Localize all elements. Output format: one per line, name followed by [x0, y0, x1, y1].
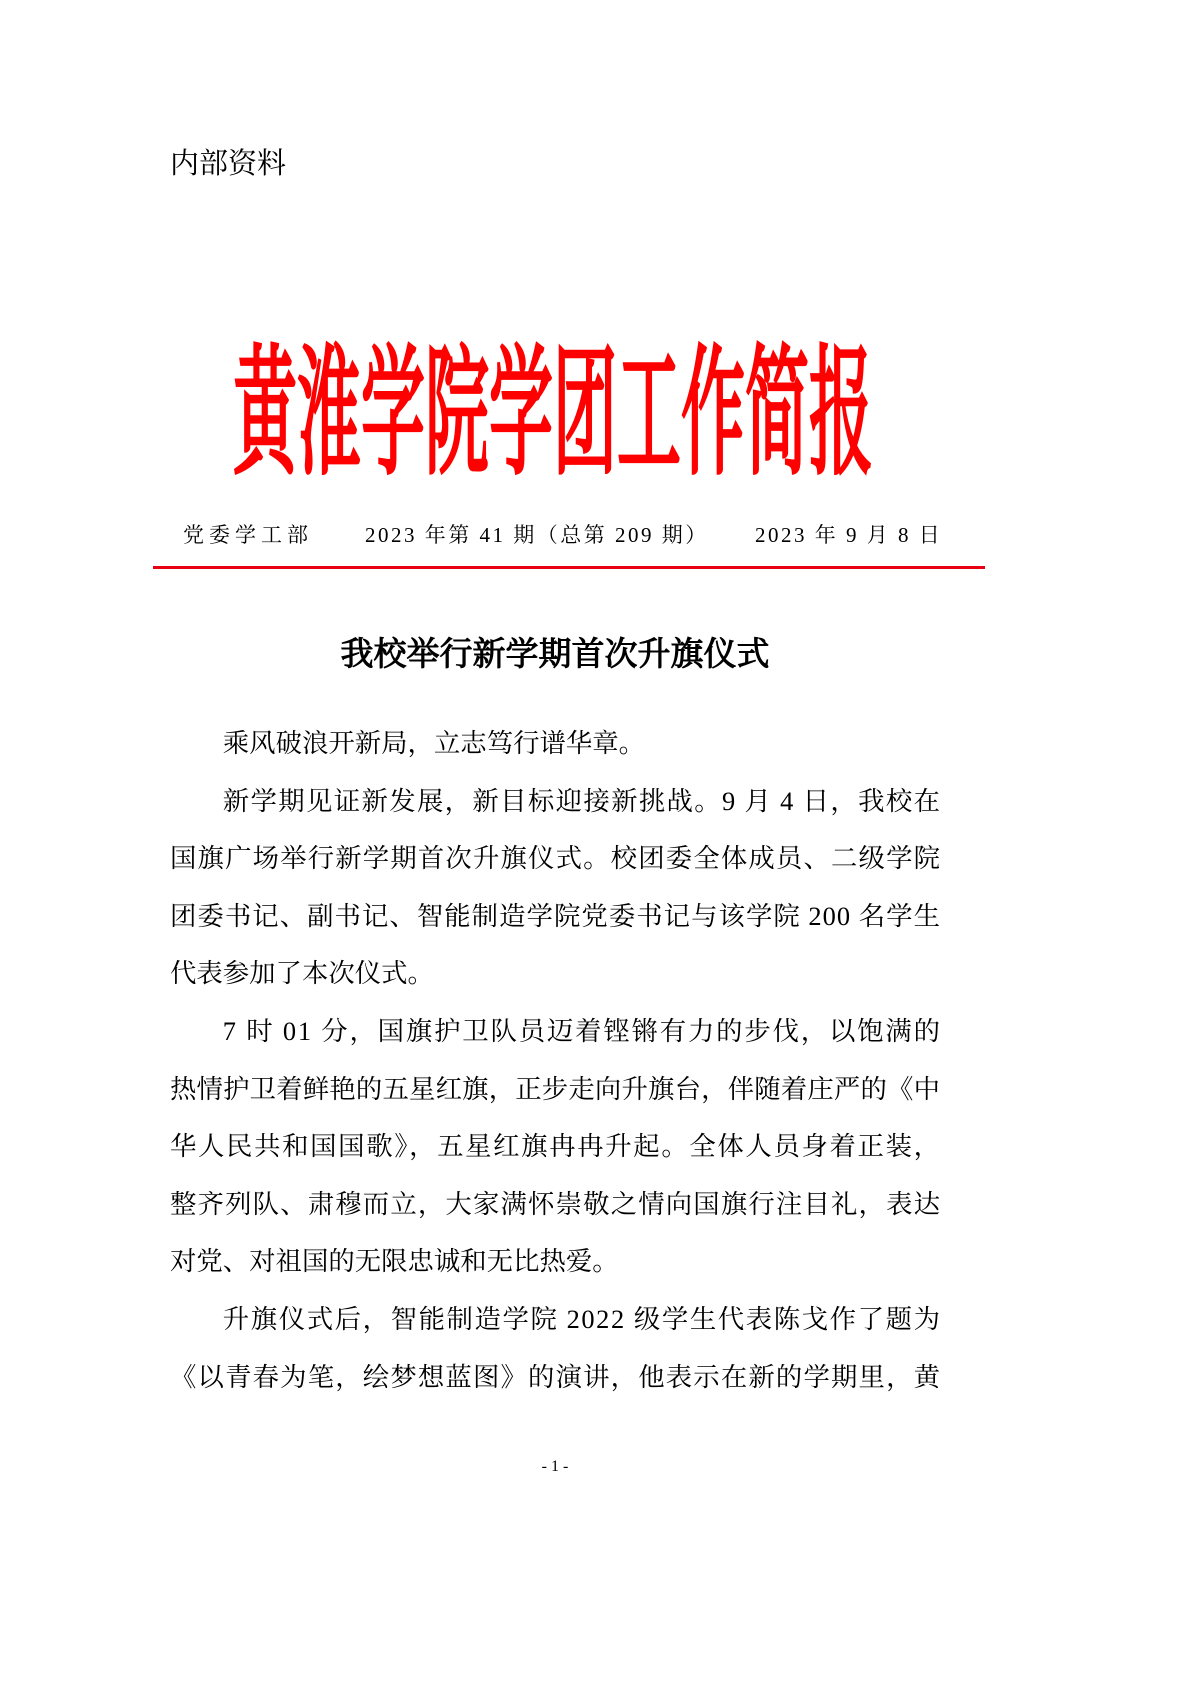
paragraph-line: 乘风破浪开新局，立志笃行谱华章。 [222, 728, 646, 758]
article-title: 我校举行新学期首次升旗仪式 [340, 637, 770, 673]
paragraph-line: 团委书记、副书记、智能制造学院党委书记与该学院 200 名学生 [170, 900, 942, 931]
paragraph-line: 新学期见证新发展，新目标迎接新挑战。9 月 4 日，我校在 [222, 785, 942, 816]
paragraph-line: 对党、对祖国的无限忠诚和无比热爱。 [170, 1246, 619, 1277]
masthead-title: 黄淮学院学团工作简报 [233, 336, 873, 493]
paragraph-line: 华人民共和国国歌》，五星红旗冉冉升起。全体人员身着正装， [170, 1131, 942, 1162]
paragraph-line: 国旗广场举行新学期首次升旗仪式。校团委全体成员、二级学院 [170, 843, 942, 874]
internal-material-label: 内部资料 [170, 148, 287, 180]
paragraph-line: 整齐列队、肃穆而立，大家满怀崇敬之情向国旗行注目礼，表达 [170, 1188, 942, 1219]
masthead-issue-number: 2023 年第 41 期（总第 209 期） [365, 523, 709, 547]
paragraph-line: 热情护卫着鲜艳的五星红旗，正步走向升旗台，伴随着庄严的《中 [170, 1073, 941, 1104]
masthead-date: 2023 年 9 月 8 日 [755, 523, 943, 547]
masthead-divider [153, 566, 985, 569]
paragraph [170, 1003, 940, 1291]
paragraph-line: 代表参加了本次仪式。 [170, 958, 434, 989]
masthead-department: 党委学工部 [183, 523, 313, 547]
paragraph [170, 1291, 940, 1406]
paragraph [170, 715, 940, 773]
paragraph [170, 773, 940, 1003]
article-body [170, 715, 940, 1406]
page-number: - 1 - [541, 1458, 569, 1475]
paragraph-line: 升旗仪式后，智能制造学院 2022 级学生代表陈戈作了题为 [222, 1303, 942, 1334]
paragraph-line: 7 时 01 分，国旗护卫队员迈着铿锵有力的步伐，以饱满的 [222, 1015, 942, 1046]
paragraph-line: 《以青春为笔，绘梦想蓝图》的演讲，他表示在新的学期里，黄 [170, 1361, 942, 1392]
